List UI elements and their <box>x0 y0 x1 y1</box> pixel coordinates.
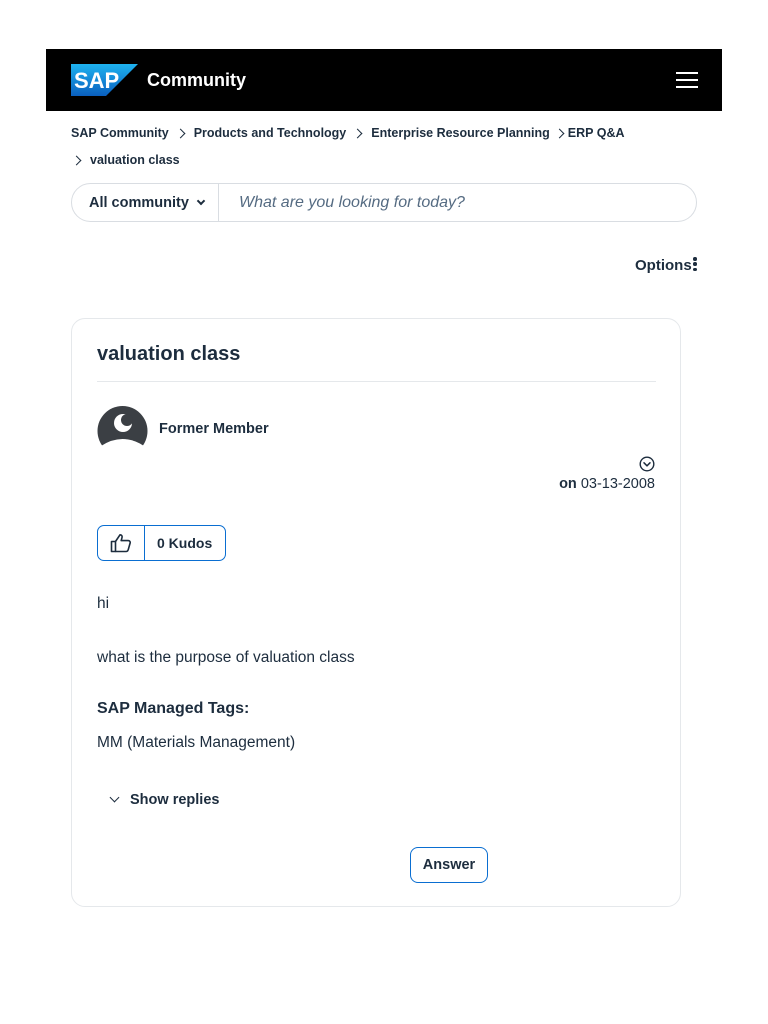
search-scope-dropdown[interactable] <box>72 184 219 221</box>
breadcrumb-sap-community[interactable]: SAP Community <box>71 126 169 140</box>
post-menu-chevron-icon[interactable] <box>639 456 655 472</box>
show-replies-button[interactable] <box>111 792 219 808</box>
search-bar <box>71 183 697 222</box>
chevron-down-icon <box>197 196 205 204</box>
breadcrumb <box>71 124 631 169</box>
chevron-down-icon <box>110 793 120 803</box>
breadcrumb-products-and-technology[interactable]: Products and Technology <box>193 126 347 140</box>
chevron-right-icon <box>353 128 363 138</box>
kudos-button[interactable] <box>98 526 145 560</box>
breadcrumb-enterprise-resource-planning[interactable]: Enterprise Resource Planning <box>371 126 550 140</box>
kudos-count[interactable]: 0 Kudos <box>157 535 213 551</box>
post-title: valuation class <box>97 343 241 365</box>
answer-button[interactable]: Answer <box>410 847 488 883</box>
post-date <box>559 474 655 494</box>
search-input[interactable] <box>219 184 696 221</box>
chevron-right-icon <box>72 155 82 165</box>
chevron-right-icon <box>554 128 564 138</box>
post-author[interactable]: Former Member <box>159 421 269 437</box>
options-menu-button[interactable]: Options <box>635 257 692 274</box>
more-vertical-icon[interactable] <box>693 257 697 271</box>
sap-logo[interactable] <box>71 64 138 96</box>
tag-link[interactable]: MM (Materials Management) <box>97 734 296 751</box>
breadcrumb-erp-qa[interactable]: ERP Q&A <box>567 126 625 140</box>
site-title[interactable]: Community <box>147 70 246 90</box>
post-body-line: what is the purpose of valuation class <box>97 649 355 666</box>
search-scope-label: All community <box>89 194 189 211</box>
post-date-prefix: on <box>559 476 577 492</box>
divider <box>97 381 656 382</box>
post-date-value: 03-13-2008 <box>580 476 655 492</box>
show-replies-label: Show replies <box>130 792 220 808</box>
top-header <box>46 49 722 111</box>
chevron-right-icon <box>175 128 185 138</box>
sap-logo-text: SAP <box>74 68 120 93</box>
tags-label: SAP Managed Tags: <box>97 700 250 717</box>
thumbs-up-icon <box>110 533 132 553</box>
avatar[interactable] <box>97 406 148 452</box>
kudos-widget <box>97 525 226 561</box>
hamburger-menu-icon[interactable] <box>676 69 698 91</box>
breadcrumb-current: valuation class <box>90 153 180 167</box>
post-card <box>71 318 681 907</box>
post-body-line: hi <box>97 595 110 612</box>
